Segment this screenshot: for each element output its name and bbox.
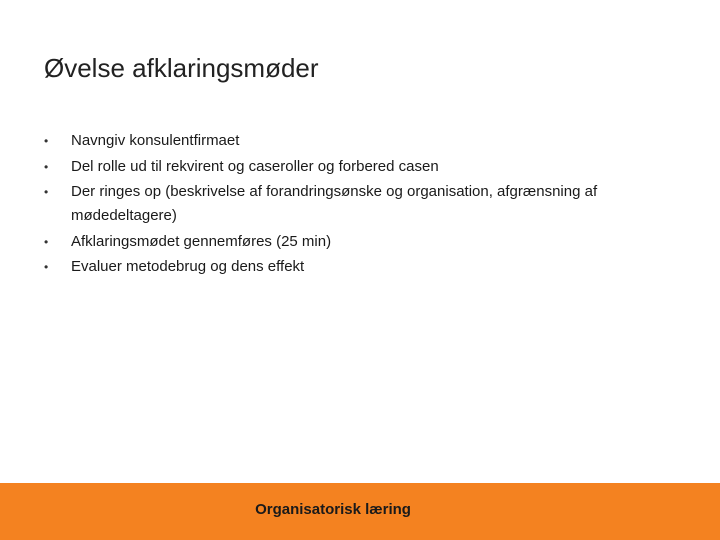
- bullet-icon: •: [44, 159, 49, 174]
- bullet-item-afklaringsmode: [0, 230, 660, 254]
- footer-bar: [0, 483, 720, 540]
- bullet-list: [0, 129, 660, 281]
- bullet-text: Afklaringsmødet gennemføres (25 min): [71, 232, 332, 250]
- bullet-text: Navngiv konsulentfirmaet: [71, 132, 240, 149]
- bullet-text: Evaluer metodebrug og dens effekt: [71, 258, 305, 275]
- bullet-icon: •: [44, 260, 49, 274]
- bullet-icon: •: [44, 134, 49, 148]
- bullet-item-roller: [0, 155, 660, 179]
- bullet-text: Del rolle ud til rekvirent og caseroller og forbered casen: [71, 157, 439, 175]
- bullet-item-evaluering: [0, 255, 660, 279]
- bullet-icon: •: [44, 234, 49, 249]
- slide-title: Øvelse afklaringsmøder: [44, 53, 319, 83]
- bullet-icon: •: [44, 185, 49, 199]
- bullet-item-konsulentfirma: [0, 129, 660, 153]
- bullet-text: Der ringes op (beskrivelse af forandringsønske og organisation, afgrænsning af mødedeltagere): [71, 183, 598, 224]
- footer-label: Organisatorisk læring: [255, 501, 411, 518]
- bullet-item-opringning: [0, 180, 660, 228]
